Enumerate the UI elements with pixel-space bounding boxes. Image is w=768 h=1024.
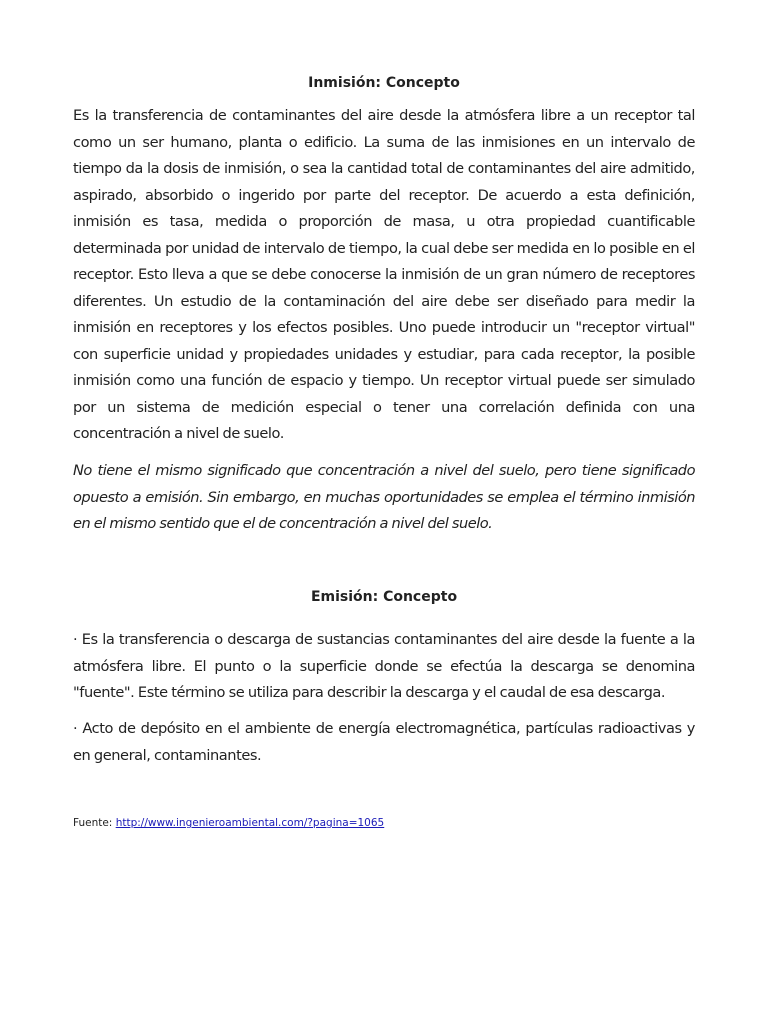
source-citation [73,815,384,831]
inmision-definition-paragraph: Es la transferencia de contaminantes del aire desde la atmósfera libre a un receptor tal como un ser humano, planta o edificio. La suma de las inmisiones en un intervalo de tiempo da la dosis de inmisión, o sea la cantidad total de contaminantes del aire admitido, aspirado, absorbido o ingerido por parte del receptor. De acuerdo a esta definición, inmisión es tasa, medida o proporción de masa, u otra propiedad cuantificable determinada por unidad de intervalo de tiempo, la cual debe ser medida en lo posible en el receptor. Esto lleva a que se debe conocerse la inmisión de un gran número de receptores diferentes. Un estudio de la contaminación del aire debe ser diseñado para medir la inmisión en receptores y los efectos posibles. Uno puede introducir un "receptor virtual" con superficie unidad y propiedades unidades y estudiar, para cada receptor, la posible inmisión como una función de espacio y tiempo. Un receptor virtual puede ser simulado por un sistema de medición especial o tener una correlación definida con una concentración a nivel de suelo. [73,107,695,442]
emision-point-1: · Es la transferencia o descarga de sustancias contaminantes del aire desde la fuente a la atmósfera libre. El punto o la superficie donde se efectúa la descarga se denomina "fuente". Este término se utiliza para describir la descarga y el caudal de esa descarga. [73,631,695,701]
inmision-heading: Inmisión: Concepto [308,75,460,91]
source-label: Fuente: [73,817,116,829]
inmision-note-paragraph: No tiene el mismo significado que concentración a nivel del suelo, pero tiene significado opuesto a emisión. Sin embargo, en muchas oportunidades se emplea el término inmisión en el mismo sentido que el de concentración a nivel del suelo. [73,462,695,532]
source-link[interactable]: http://www.ingenieroambiental.com/?pagina=1065 [115,817,385,829]
emision-point-2: · Acto de depósito en el ambiente de energía electromagnética, partículas radioactivas y en general, contaminantes. [73,720,695,764]
emision-heading: Emisión: Concepto [310,589,458,605]
